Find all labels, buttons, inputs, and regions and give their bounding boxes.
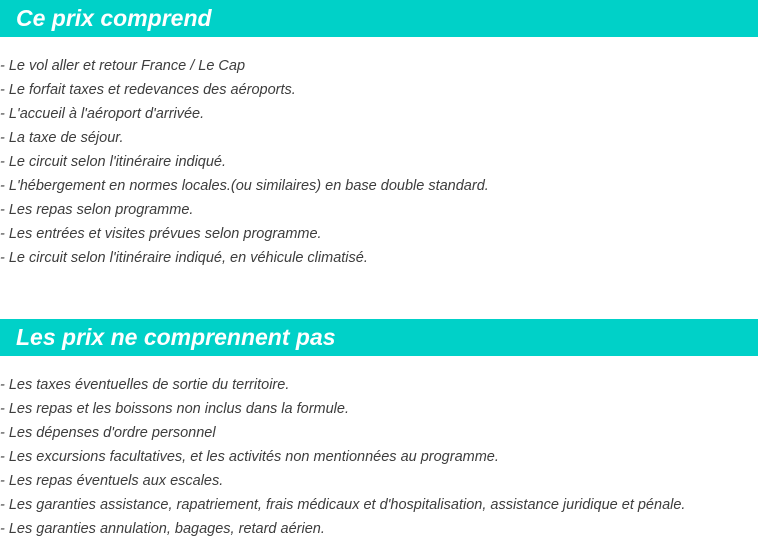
included-item: - L'accueil à l'aéroport d'arrivée.: [0, 106, 205, 122]
excluded-items-list: [0, 373, 758, 541]
excluded-item: - Les repas éventuels aux escales.: [0, 473, 224, 489]
included-item: - Le forfait taxes et redevances des aéroports.: [0, 82, 296, 98]
excluded-item: - Les garanties annulation, bagages, retard aérien.: [0, 521, 325, 537]
excluded-item: - Les taxes éventuelles de sortie du territoire.: [0, 377, 290, 393]
included-section-title: Ce prix comprend: [16, 5, 212, 31]
included-item: - Les repas selon programme.: [0, 202, 194, 218]
excluded-section-title: Les prix ne comprennent pas: [16, 324, 336, 350]
excluded-item: - Les dépenses d'ordre personnel: [0, 425, 216, 441]
included-section-header: [0, 0, 758, 37]
included-item: - Le circuit selon l'itinéraire indiqué, en véhicule climatisé.: [0, 250, 368, 266]
excluded-item: - Les excursions facultatives, et les activités non mentionnées au programme.: [0, 449, 499, 465]
included-item: - L'hébergement en normes locales.(ou similaires) en base double standard.: [0, 178, 489, 194]
included-item: - La taxe de séjour.: [0, 130, 124, 146]
included-item: - Le vol aller et retour France / Le Cap: [0, 58, 246, 74]
excluded-section-header: [0, 319, 758, 356]
excluded-item: - Les repas et les boissons non inclus dans la formule.: [0, 401, 349, 417]
included-item: - Le circuit selon l'itinéraire indiqué.: [0, 154, 227, 170]
included-item: - Les entrées et visites prévues selon programme.: [0, 226, 322, 242]
excluded-item: - Les garanties assistance, rapatriement, frais médicaux et d'hospitalisation, assistance juridique et pénale.: [0, 497, 686, 513]
included-items-list: [0, 54, 758, 270]
